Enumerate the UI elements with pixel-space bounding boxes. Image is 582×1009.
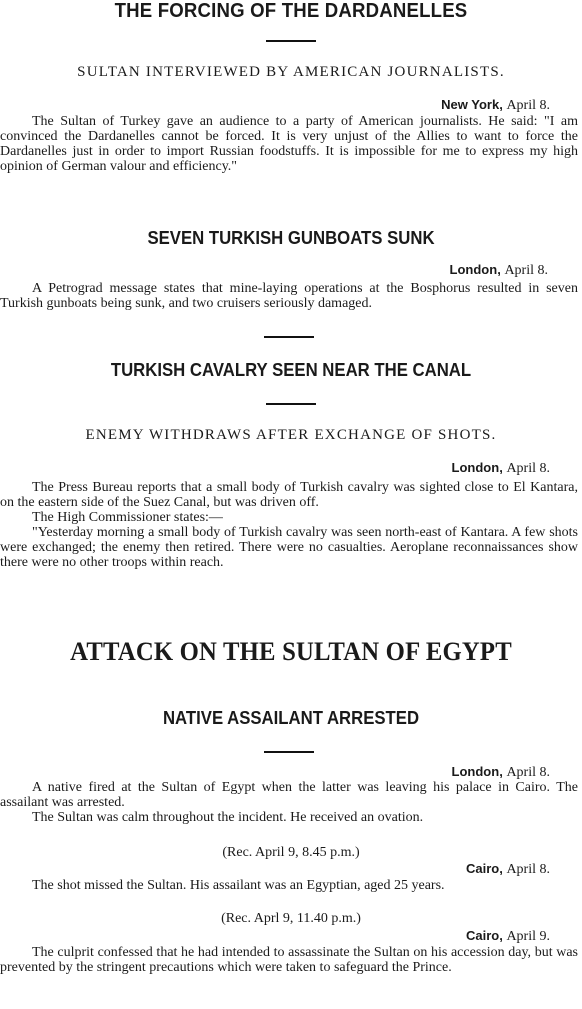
dateline <box>452 460 550 477</box>
received-note: (Rec. April 9, 8.45 p.m.) <box>222 845 360 860</box>
dateline-date: April 9. <box>506 929 550 944</box>
article-body <box>0 878 578 893</box>
dateline-date: April 8. <box>506 98 550 113</box>
paragraph: The Sultan was calm throughout the incident. He received an ovation. <box>32 810 424 825</box>
dateline-date: April 8. <box>506 862 550 877</box>
dateline-place: Cairo, <box>465 928 503 943</box>
divider-rule <box>264 751 314 753</box>
dateline-place: New York, <box>441 97 503 112</box>
paragraph: The Sultan of Turkey gave an audience to a party of American journalists. He said: "I am convinced the Dardanelles cannot be forced. It is very unjust of the Allies to want to force the Dardanelles just in order to import Russian foodstuffs. It is impossible for me to express my high opinion of German valour and efficiency." <box>0 114 578 174</box>
dateline-place: Cairo, <box>465 861 503 876</box>
article-body <box>0 945 578 975</box>
subheadline-enemy-withdraws: ENEMY WITHDRAWS AFTER EXCHANGE OF SHOTS. <box>85 427 497 443</box>
paragraph: "Yesterday morning a small body of Turkish cavalry was seen north-east of Kantara. A few shots were exchanged; the enemy then retired. There were no casualties. Aeroplane reconnaissances show there were no other troops within reach. <box>0 525 578 570</box>
divider-rule <box>266 40 316 42</box>
article-body <box>0 281 578 311</box>
divider-rule <box>264 336 314 338</box>
headline-gunboats-sunk: SEVEN TURKISH GUNBOATS SUNK <box>147 228 435 248</box>
headline-dardanelles: THE FORCING OF THE DARDANELLES <box>114 0 468 22</box>
paragraph: The shot missed the Sultan. His assailant was an Egyptian, aged 25 years. <box>32 878 445 893</box>
article-body <box>0 780 578 825</box>
subheadline-sultan-interviewed: SULTAN INTERVIEWED BY AMERICAN JOURNALISTS. <box>77 64 505 80</box>
paragraph: A native fired at the Sultan of Egypt when the latter was leaving his palace in Cairo. The assailant was arrested. <box>0 780 578 810</box>
article-body <box>0 114 578 174</box>
headline-attack-sultan-egypt: ATTACK ON THE SULTAN OF EGYPT <box>70 637 512 666</box>
paragraph: The Press Bureau reports that a small body of Turkish cavalry was sighted close to El Kantara, on the eastern side of the Suez Canal, but was driven off. <box>0 480 578 510</box>
dateline-date: April 8. <box>506 461 550 476</box>
paragraph: A Petrograd message states that mine-laying operations at the Bosphorus resulted in seven Turkish gunboats being sunk, and two cruisers seriously damaged. <box>0 281 578 311</box>
received-note: (Rec. Aprl 9, 11.40 p.m.) <box>221 911 361 926</box>
dateline <box>452 764 550 781</box>
dateline-place: London, <box>451 460 503 475</box>
subheadline-assailant-arrested: NATIVE ASSAILANT ARRESTED <box>162 708 420 728</box>
dateline-place: London, <box>449 262 501 277</box>
dateline-place: London, <box>451 764 503 779</box>
dateline <box>450 262 548 279</box>
paragraph: The High Commissioner states:— <box>32 510 223 525</box>
dateline-date: April 8. <box>506 765 550 780</box>
dateline <box>466 928 550 945</box>
divider-rule <box>266 403 316 405</box>
dateline <box>466 861 550 878</box>
dateline-date: April 8. <box>504 263 548 278</box>
paragraph: The culprit confessed that he had intended to assassinate the Sultan on his accession day, but was prevented by the stringent precautions which were taken to safeguard the Prince. <box>0 945 578 975</box>
headline-cavalry-canal: TURKISH CAVALRY SEEN NEAR THE CANAL <box>110 360 472 380</box>
dateline <box>441 97 550 114</box>
article-body <box>0 480 578 570</box>
